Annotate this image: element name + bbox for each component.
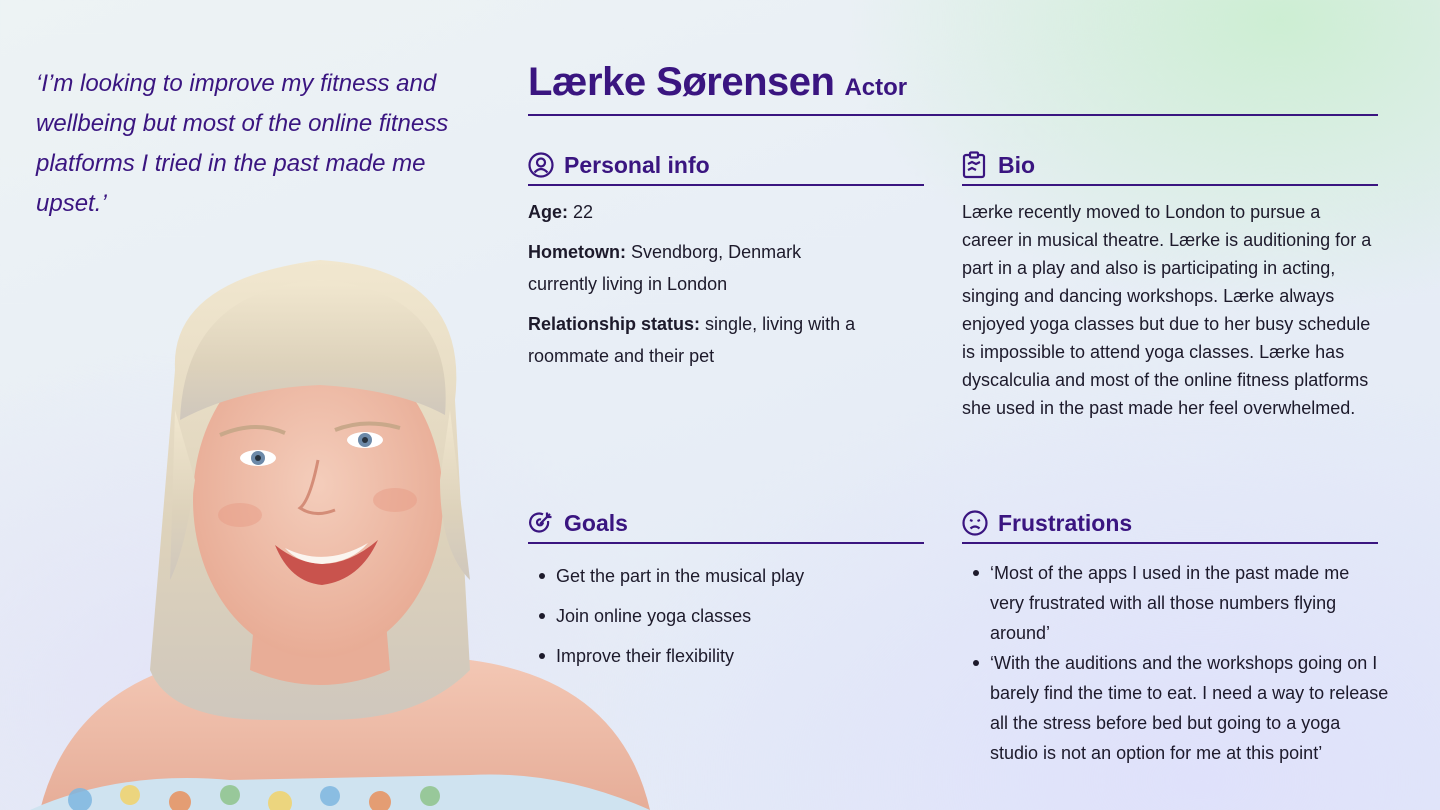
person-circle-icon bbox=[528, 152, 554, 178]
frustration-item: ‘With the auditions and the workshops going on I barely find the time to eat. I need a way to release all the stress before bed but going to a yoga studio is not an option for me at this point’ bbox=[962, 648, 1392, 768]
goal-item: Get the part in the musical play bbox=[528, 556, 924, 596]
age-row bbox=[528, 196, 924, 228]
bio-text: Lærke recently moved to London to pursue a career in musical theatre. Lærke is auditioning for a part in a play and also is participating in acting, singing and dancing workshops. Lærke always enjoyed yoga classes but due to her busy schedule is impossible to attend yoga classes. Lærke has dyscalculia and most of the online fitness platforms she used in the past made her feel overwhelmed. bbox=[962, 202, 1372, 418]
personal-info-header bbox=[528, 146, 924, 186]
bio-header bbox=[962, 146, 1378, 186]
goals-header bbox=[528, 504, 924, 544]
personal-info-section bbox=[528, 146, 924, 372]
goal-item: Join online yoga classes bbox=[528, 596, 924, 636]
goals-title: Goals bbox=[564, 509, 628, 536]
clipboard-icon bbox=[962, 152, 988, 178]
bio-section bbox=[962, 146, 1378, 422]
hometown-label: Hometown: bbox=[528, 242, 626, 262]
relationship-value: single, living with a roommate and their pet bbox=[528, 314, 856, 366]
hometown-value: Svendborg, Denmark currently living in London bbox=[528, 242, 802, 294]
persona-role: Actor bbox=[844, 74, 908, 101]
persona-header bbox=[528, 60, 1378, 116]
frustrations-title: Frustrations bbox=[998, 509, 1133, 536]
persona-name: Lærke Sørensen bbox=[528, 60, 835, 104]
age-label: Age: bbox=[528, 202, 568, 222]
frustrations-header bbox=[962, 504, 1378, 544]
relationship-row bbox=[528, 308, 888, 372]
frustration-item: ‘Most of the apps I used in the past made me very frustrated with all those numbers flying around’ bbox=[962, 558, 1362, 648]
personal-info-title: Personal info bbox=[564, 151, 710, 178]
frustrations-list bbox=[962, 558, 1392, 768]
target-icon bbox=[528, 510, 554, 536]
bio-title: Bio bbox=[998, 151, 1036, 178]
frown-face-icon bbox=[962, 510, 988, 536]
hometown-row bbox=[528, 236, 868, 300]
age-value: 22 bbox=[573, 202, 594, 222]
goal-item: Improve their flexibility bbox=[528, 636, 924, 676]
goals-list bbox=[528, 556, 924, 676]
relationship-label: Relationship status: bbox=[528, 314, 701, 334]
frustrations-section bbox=[962, 504, 1392, 768]
goals-section bbox=[528, 504, 924, 676]
persona-quote: ‘I’m looking to improve my fitness and wellbeing but most of the online fitness platforms I tried in the past made me upset.’ bbox=[36, 70, 449, 217]
